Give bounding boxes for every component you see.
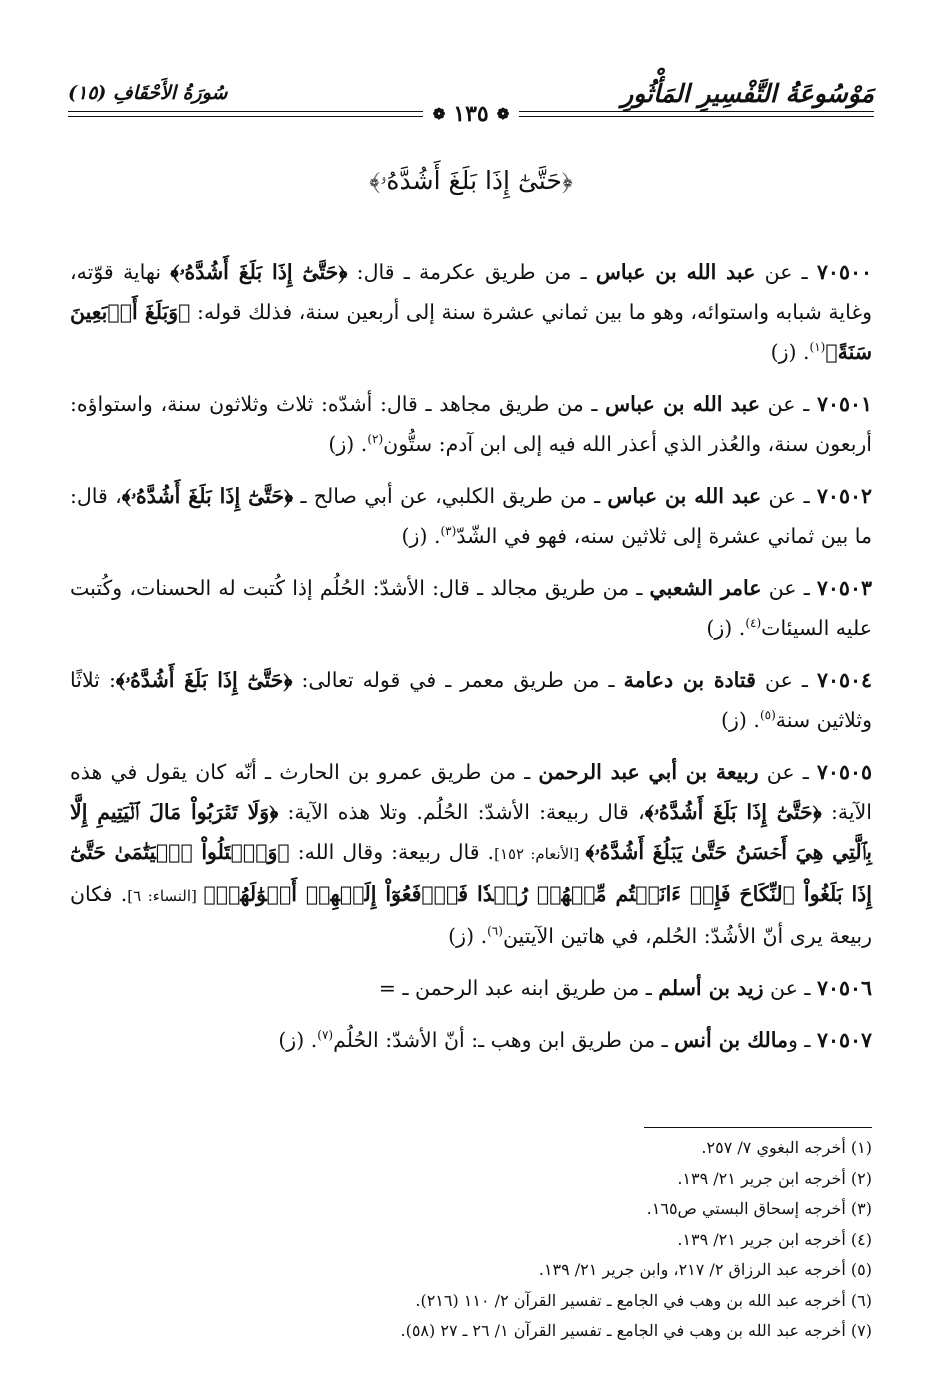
footnote-2: (٢) أخرجه ابن جرير ٢١/ ١٣٩. [677,1168,872,1188]
quran-verse: ﴿حَتَّىٰٓ إِذَا بَلَغَ أَشُدَّهُۥ﴾ [121,484,294,508]
narrator: عامر الشعبي [649,576,762,600]
footnote-marker: (٧) [317,1028,334,1043]
quran-verse: ﴿وَٱبۡتَلُواْ ٱلۡيَتَٰمَىٰ حَتَّىٰٓ إِذَا بَلَغُواْ ٱلنِّكَاحَ فَإِنۡ ءَانَسۡتُم مِّنۡهُمۡ رُشۡدٗا فَٱدۡفَعُوٓاْ إِلَيۡهِمۡ أَمۡوَٰلَهُمۡ﴾ [70,840,872,906]
page-number-row [68,101,874,127]
narrator: عبد الله بن عباس [595,260,756,284]
entry-text: ـ من طريق ابنه عبد الرحمن ـ = [378,976,659,1000]
verse-heading: ﴿حَتَّىٰٓ إِذَا بَلَغَ أَشُدَّهُۥ﴾ [369,166,573,195]
header-rule-right [519,111,874,117]
entry-text: ـ عن [755,668,817,692]
quran-verse: ﴿حَتَّىٰٓ إِذَا بَلَغَ أَشُدَّهُۥ﴾ [170,260,348,284]
entry-number: ٧٠٥٠٥ [816,760,872,784]
narration-70506 [70,968,872,1008]
narrator: زيد بن أسلم [658,976,764,1000]
ornament-right-icon: ❁ [496,105,510,123]
entry-number: ٧٠٥٠٣ [816,576,872,600]
narration-70507 [70,1020,872,1060]
entry-number: ٧٠٥٠٦ [816,976,872,1000]
header-rule-left [68,111,423,117]
narrator: ربيعة بن أبي عبد الرحمن [538,760,759,784]
entry-text: ـ من طريق مجالد ـ قال: [424,576,650,600]
entry-text: أشدّه: ثلاث وثلاثون سنة، واستواؤه: أربعون سنة، والعُذر الذي أعذر الله فيه إلى ابن آدم: ستُّون [70,392,872,456]
entry-text: ـ من طريق معمر ـ في قوله تعالى: [292,668,624,692]
entry-text: ـ عن [761,484,817,508]
footnote-marker: (٥) [759,708,776,723]
entry-text: ـ عن [755,260,817,284]
footnotes [70,1133,872,1347]
book-title: مَوْسُوعَةُ التَّفْسِيرِ المَأْثُورِ [621,78,874,108]
entry-text: : ثلاثًا وثلاثين سنة [70,668,872,732]
narration-70503 [70,568,872,648]
narration-70502 [70,476,872,556]
entry-text: ـ عن [758,760,817,784]
entry-text: ـ عن [759,392,817,416]
entry-text: أنّ الأشدّ: الحُلُم [333,1028,465,1052]
entry-end: . (ز) [721,708,760,732]
narrator: عبد الله بن عباس [605,392,760,416]
entry-number: ٧٠٥٠٢ [816,484,872,508]
footnote-7: (٧) أخرجه عبد الله بن وهب في الجامع ـ تفسير القرآن ١/ ٢٦ ـ ٢٧ (٥٨). [400,1321,872,1340]
narration-70505 [70,752,872,956]
entry-text: ـ من طريق عكرمة ـ قال: [347,260,596,284]
entry-end: . (ز) [401,524,441,548]
entry-text: ـ من طريق الكلبي، عن أبي صالح ـ [293,484,608,508]
footnote-3: (٣) أخرجه إسحاق البستي ص١٦٥. [646,1199,872,1218]
entry-text: . قال ربيعة: وقال الله: [289,840,495,864]
footnote-6: (٦) أخرجه عبد الله بن وهب في الجامع ـ تفسير القرآن ٢/ ١١٠ (٢١٦). [415,1290,872,1310]
narration-70501 [70,384,872,464]
entry-text: نهاية قوّته، وغاية شبابه واستوائه، وهو ما بين ثماني عشرة سنة إلى أربعين سنة، فذلك قوله: [70,260,872,324]
verse-reference: [النساء: ٦] [127,887,204,905]
entry-end: . (ز) [706,616,746,640]
page-number-ornament [423,101,520,127]
entry-end: . (ز) [448,924,488,948]
quran-verse: ﴿وَبَلَغَ أَرۡبَعِينَ سَنَةً﴾ [70,300,872,364]
footnote-marker: (٦) [487,924,503,939]
verse-reference: [الأنعام: ١٥٢] [494,845,586,863]
footnote-5: (٥) أخرجه عبد الرزاق ٢/ ٢١٧، وابن جرير ٢١/ ١٣٩. [538,1260,872,1279]
entry-text: ـ عن [763,976,817,1000]
narration-70500 [70,252,872,372]
entry-text: ـ من طريق عمرو بن الحارث ـ أنّه كان يقول في هذه الآية: [70,760,872,824]
entry-text: . فكان ربيعة يرى أنّ الأشُدّ: الحُلم، في هاتين الآيتين [70,882,872,948]
entry-text: ـ من طريق مجاهد ـ قال: [372,392,606,416]
footnote-marker: (٤) [745,616,762,631]
narrations [70,252,872,1072]
quran-verse: ﴿وَلَا تَقۡرَبُواْ مَالَ ٱلۡيَتِيمِ إِلَّا بِٱلَّتِي هِيَ أَحۡسَنُ حَتَّىٰ يَبۡلُغَ أَشُدَّهُۥ﴾ [70,800,872,864]
entry-end: . (ز) [278,1028,318,1052]
entry-number: ٧٠٥٠٧ [816,1028,872,1052]
entry-text: ـ عن [761,576,817,600]
page-number: ١٣٥ [453,101,489,127]
entry-text: ـ و [787,1028,817,1052]
entry-text: الأشدّ: الحُلُم إذا كُتبت له الحسنات، وكُتبت عليه السيئات [70,576,872,640]
narrator: قتادة بن دعامة [623,668,756,692]
quran-verse: ﴿حَتَّىٰٓ إِذَا بَلَغَ أَشُدَّهُۥ﴾ [644,800,822,824]
narrator: مالك بن أنس [674,1028,788,1052]
entry-number: ٧٠٥٠٠ [816,260,872,284]
footnote-1: (١) أخرجه البغوي ٧/ ٢٥٧. [701,1138,872,1157]
entry-text: ـ من طريق ابن وهب ـ: [464,1028,675,1052]
entry-number: ٧٠٥٠١ [816,392,872,416]
surah-title: سُورَةُ الأَحْقَافِ (١٥) [68,82,228,104]
narrator: عبد الله بن عباس [607,484,762,508]
footnote-marker: (٢) [367,432,384,447]
footnote-separator [644,1127,872,1128]
entry-text: ، قال ربيعة: الأشدّ: الحُلُم. وتلا هذه الآية: [278,800,645,824]
entry-text: ، قال: ما بين ثماني عشرة إلى ثلاثين سنه، فهو في الشّدّ [70,484,872,548]
entry-end: . (ز) [770,340,810,364]
quran-verse: ﴿حَتَّىٰٓ إِذَا بَلَغَ أَشُدَّهُۥ﴾ [115,668,293,692]
entry-number: ٧٠٥٠٤ [816,668,872,692]
footnote-marker: (٣) [440,524,457,539]
ornament-left-icon: ❁ [432,105,446,123]
footnote-4: (٤) أخرجه ابن جرير ٢١/ ١٣٩. [677,1229,872,1249]
narration-70504 [70,660,872,740]
footnote-marker: (١) [809,340,826,355]
entry-end: . (ز) [328,432,368,456]
